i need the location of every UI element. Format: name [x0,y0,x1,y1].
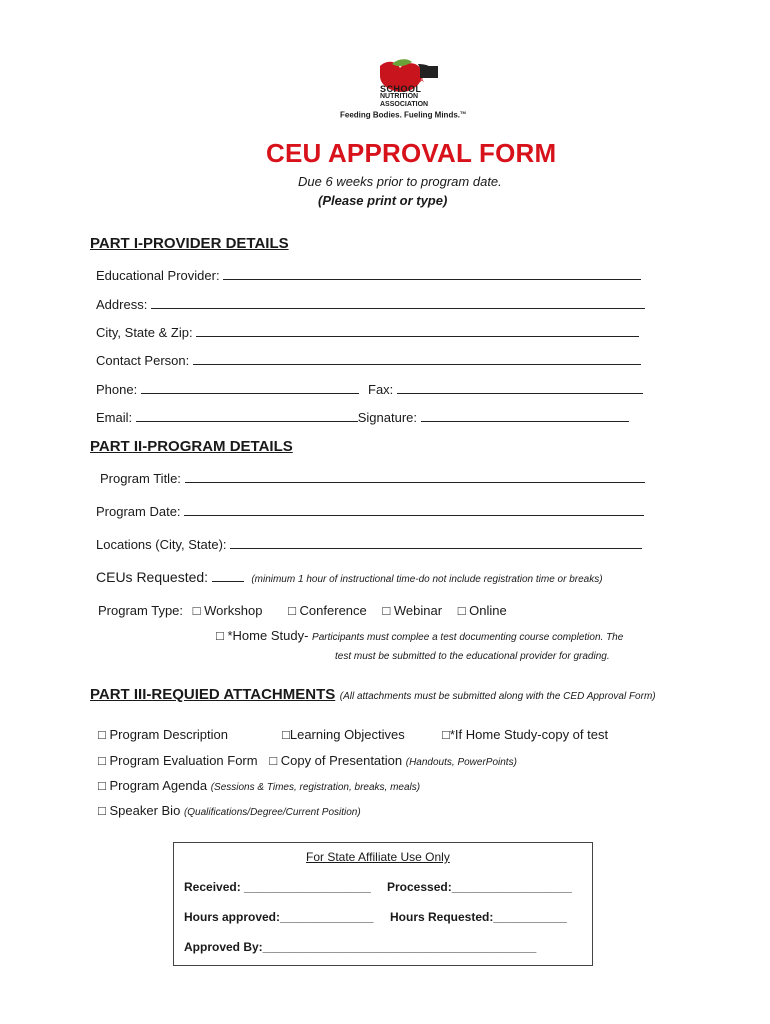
webinar-label: Webinar [393,603,443,618]
attach-row-4 [98,803,361,818]
locations-field[interactable] [230,536,642,549]
logo-school: SCHOOL [380,84,422,94]
ceus-label: CEUs Requested: [96,569,209,585]
copy-presentation-label: Copy of Presentation [280,753,403,768]
online-checkbox[interactable]: □ [457,603,466,618]
home-study-row [216,628,623,643]
speaker-bio-label: Speaker Bio [109,803,181,818]
program-agenda-label: Program Agenda [109,778,208,793]
attach-row-2 [98,753,517,768]
program-type-label: Program Type: [98,603,184,618]
logo-nutrition: NUTRITION [380,93,419,100]
home-study-copy-checkbox[interactable]: □ [442,727,450,742]
page-title: CEU APPROVAL FORM [266,138,557,168]
phone-field[interactable] [141,381,359,394]
program-title-label: Program Title: [100,471,181,486]
locations-label: Locations (City, State): [96,537,227,552]
attach-row-1 [98,727,228,742]
speaker-bio-note: (Qualifications/Degree/Current Position) [183,807,361,818]
ceus-note: (minimum 1 hour of instructional time-do not include registration time or breaks) [251,574,603,585]
part1-heading: PART I-PROVIDER DETAILS [90,235,289,252]
conference-label: Conference [299,603,367,618]
part2-heading: PART II-PROGRAM DETAILS [90,438,293,455]
city-row [96,324,639,340]
print-instruction: (Please print or type) [318,193,448,208]
logo-trademark: TM [460,110,466,115]
processed-field[interactable]: Processed:__________________ [387,880,572,894]
educational-provider-label: Educational Provider: [96,268,220,283]
ceus-field[interactable] [212,569,244,582]
home-study-copy-label: *If Home Study-copy of test [449,727,609,742]
due-text: Due 6 weeks prior to program date. [298,174,502,189]
email-field[interactable] [136,409,358,422]
program-agenda-note: (Sessions & Times, registration, breaks, meals) [210,782,421,793]
home-study-note-2: test must be submitted to the educational provider for grading. [335,651,610,662]
workshop-checkbox[interactable]: □ [192,603,201,618]
program-date-label: Program Date: [96,504,181,519]
program-description-checkbox[interactable]: □ [98,727,106,742]
hours-approved-field[interactable]: Hours approved:______________ [184,910,374,924]
phone-label: Phone: [96,382,138,397]
locations-row [96,536,642,552]
fax-field[interactable] [397,381,643,394]
attach-learning [282,727,405,742]
city-label: City, State & Zip: [96,325,193,340]
learning-objectives-label: Learning Objectives [289,727,405,742]
part3-note: (All attachments must be submitted along with the CED Approval Form) [339,691,656,702]
approved-by-field[interactable]: Approved By:_________________________________________ [184,940,537,954]
part3-heading-row [90,686,656,704]
city-field[interactable] [196,324,639,337]
fax-label: Fax: [368,382,394,397]
office-use-box [173,842,593,966]
attach-row-3 [98,778,420,793]
part3-heading: PART III-REQUIED ATTACHMENTS [90,686,336,703]
logo-association: ASSOCIATION [380,101,429,108]
attach-home [442,727,608,742]
speaker-bio-checkbox[interactable]: □ [98,803,106,818]
logo-tagline-text: Feeding Bodies. Fueling Minds. [340,110,461,120]
home-study-checkbox[interactable]: □ [216,628,224,643]
program-evaluation-checkbox[interactable]: □ [98,753,106,768]
email-row [96,409,629,425]
program-type-row [98,603,507,618]
address-label: Address: [96,297,148,312]
signature-label: Signature: [357,410,418,425]
copy-presentation-note: (Handouts, PowerPoints) [405,757,517,768]
address-row [96,296,645,312]
logo-tagline [340,110,466,120]
hours-requested-field[interactable]: Hours Requested:___________ [390,910,567,924]
program-title-row [100,470,645,486]
signature-field[interactable] [421,409,629,422]
logo [340,58,466,120]
online-label: Online [469,603,507,618]
educational-provider-row [96,267,641,283]
address-field[interactable] [151,296,645,309]
email-label: Email: [96,410,133,425]
program-evaluation-label: Program Evaluation Form [109,753,258,768]
workshop-label: Workshop [204,603,263,618]
fax-row [368,381,643,397]
phone-row [96,381,359,397]
contact-field[interactable] [193,352,641,365]
contact-row [96,352,641,368]
program-date-field[interactable] [184,503,644,516]
received-field[interactable]: Received: ___________________ [184,880,371,894]
program-description-label: Program Description [109,727,228,742]
program-title-field[interactable] [185,470,645,483]
program-agenda-checkbox[interactable]: □ [98,778,106,793]
educational-provider-field[interactable] [223,267,641,280]
home-study-label: *Home Study- [227,628,309,643]
contact-label: Contact Person: [96,353,190,368]
ceus-row [96,569,603,585]
home-study-note-1: Participants must complee a test documenting course completion. The [312,632,624,643]
program-date-row [96,503,644,519]
conference-checkbox[interactable]: □ [288,603,296,618]
office-use-title: For State Affiliate Use Only [306,850,450,864]
learning-objectives-checkbox[interactable]: □ [282,727,290,742]
copy-presentation-checkbox[interactable]: □ [269,753,278,768]
logo-state: ALABAMA [382,78,427,84]
webinar-checkbox[interactable]: □ [382,603,391,618]
